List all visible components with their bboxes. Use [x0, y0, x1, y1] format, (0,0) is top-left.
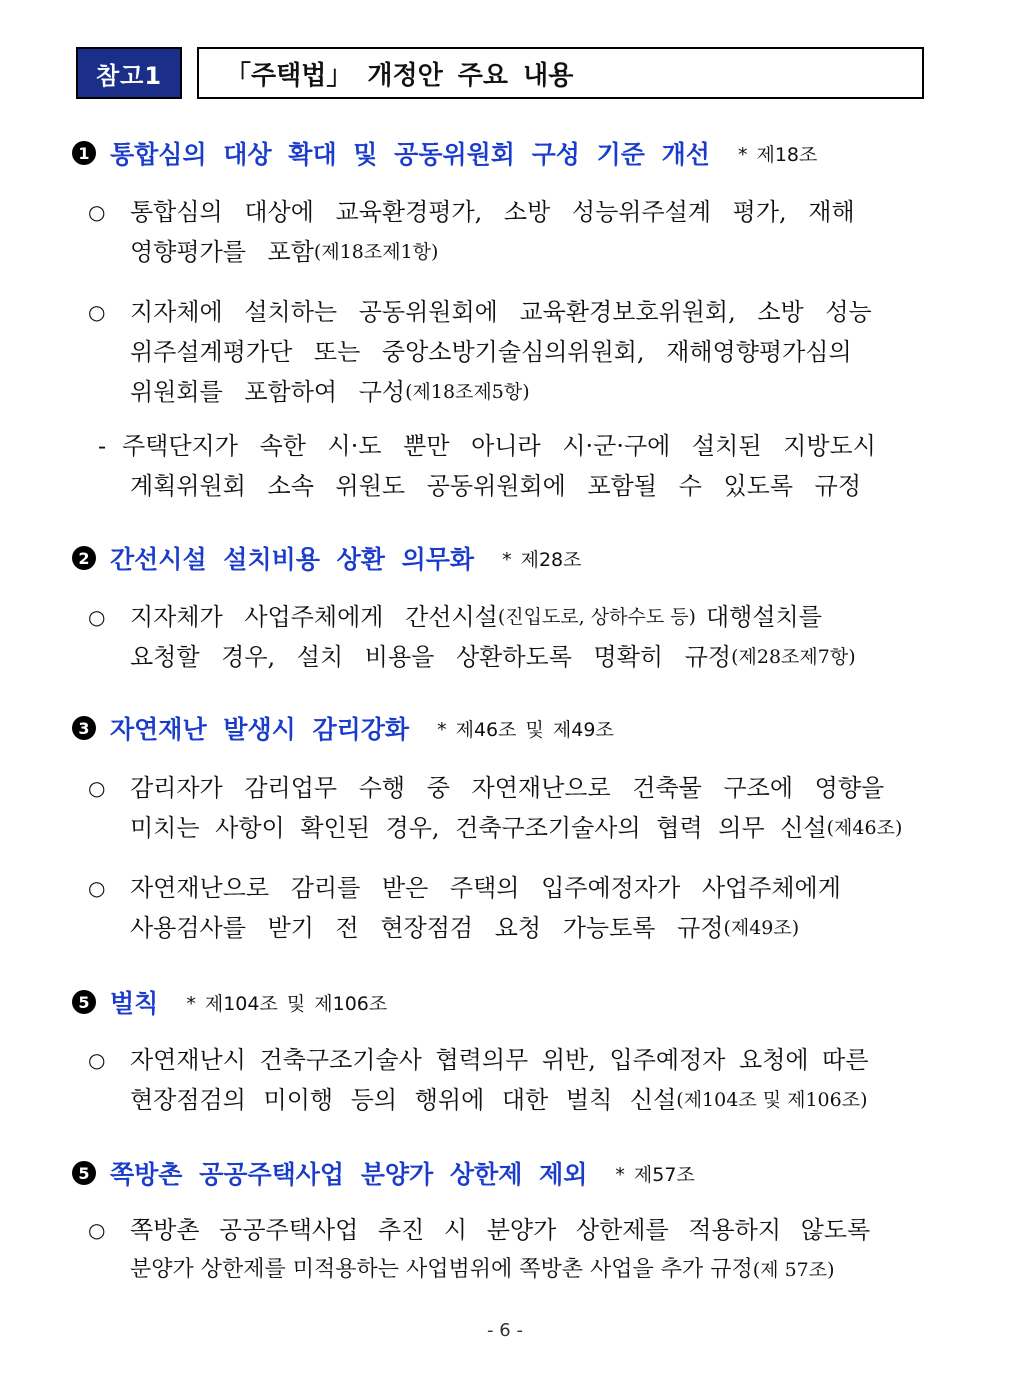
section-article-ref: * 제57조 [615, 1163, 695, 1186]
item-text: 자연재난시 건축구조기술사 협력의무 위반, 입주예정자 요청에 따른 [130, 1046, 869, 1074]
bullet-icon: ○ [88, 776, 106, 800]
item-text: 자연재난으로 감리를 받은 주택의 입주예정자가 사업주체에게 [130, 874, 841, 902]
section-title: 벌칙 [110, 989, 159, 1018]
section-title: 쪽방촌 공공주택사업 분양가 상한제 제외 [110, 1160, 588, 1189]
item-text: 영향평가를 포함 [130, 238, 314, 266]
page-number: - 6 - [487, 1320, 523, 1341]
list-item [88, 768, 928, 848]
article-ref: (제46조) [826, 817, 903, 839]
list-item [88, 597, 928, 677]
dash-marker: - [98, 432, 107, 460]
list-item [88, 192, 928, 272]
item-text: 감리자가 감리업무 수행 중 자연재난으로 건축물 구조에 영향을 [130, 774, 885, 802]
section-1-heading [72, 135, 817, 171]
article-ref: (제28조제7항) [731, 646, 856, 668]
bullet-icon: ○ [88, 1218, 106, 1242]
list-item [88, 1210, 928, 1290]
bullet-icon: ○ [88, 605, 106, 629]
item-text: 쪽방촌 공공주택사업 추진 시 분양가 상한제를 적용하지 않도록 [130, 1216, 871, 1244]
section-number-badge: 1 [72, 141, 96, 165]
item-text: 지자체가 사업주체에게 간선시설 [130, 603, 498, 631]
bullet-icon: ○ [88, 1048, 106, 1072]
list-item [88, 868, 928, 948]
item-text: 위원회를 포함하여 구성 [130, 378, 406, 406]
article-ref: (제18조제1항) [313, 241, 439, 263]
article-ref: (제 57조) [752, 1259, 835, 1281]
reference-tag: 참고1 [76, 47, 182, 99]
item-text: 분양가 상한제를 미적용하는 사업범위에 쪽방촌 사업을 추가 규정 [130, 1257, 753, 1282]
section-title: 간선시설 설치비용 상환 의무화 [110, 545, 475, 574]
section-article-ref: * 제28조 [502, 548, 582, 571]
item-text: 미치는 사항이 확인된 경우, 건축구조기술사의 협력 의무 신설 [130, 814, 827, 842]
section-article-ref: * 제104조 및 제106조 [186, 992, 388, 1015]
section-number-badge: 3 [72, 716, 96, 740]
section-2-heading [72, 540, 582, 576]
section-number-badge: 2 [72, 546, 96, 570]
item-text: 사용검사를 받기 전 현장점검 요청 가능토록 규정 [130, 914, 724, 942]
page-header [76, 47, 924, 99]
sub-list-item [88, 426, 928, 506]
list-item [88, 1040, 928, 1120]
bullet-icon: ○ [88, 200, 106, 224]
bullet-icon: ○ [88, 300, 106, 324]
article-ref: (제49조) [723, 917, 800, 939]
section-3-heading [72, 710, 614, 746]
section-number-badge: 5 [72, 1161, 96, 1185]
article-ref: (제18조제5항) [405, 381, 530, 403]
item-text: 요청할 경우, 설치 비용을 상환하도록 명확히 규정 [130, 643, 732, 671]
document-title: 「주택법」 개정안 주요 내용 [197, 47, 924, 99]
section-article-ref: * 제46조 및 제49조 [437, 718, 614, 741]
section-5-heading [72, 1155, 695, 1191]
item-text: 현장점검의 미이행 등의 행위에 대한 벌칙 신설 [130, 1086, 677, 1114]
section-article-ref: * 제18조 [737, 143, 818, 166]
list-item [88, 292, 928, 412]
item-text: 주택단지가 속한 시·도 뿐만 아니라 시·군·구에 설치된 지방도시 [122, 432, 876, 460]
item-text: 위주설계평가단 또는 중앙소방기술심의위원회, 재해영향평가심의 [130, 338, 852, 366]
article-ref: (제104조 및 제106조) [676, 1089, 868, 1111]
bullet-icon: ○ [88, 876, 106, 900]
section-title: 자연재난 발생시 감리강화 [110, 715, 410, 744]
item-text: 대행설치를 [705, 603, 822, 631]
item-text: 통합심의 대상에 교육환경평가, 소방 성능위주설계 평가, 재해 [130, 198, 855, 226]
item-text-paren: (진입도로, 상하수도 등) [497, 606, 696, 628]
item-text: 계획위원회 소속 위원도 공동위원회에 포함될 수 있도록 규정 [130, 472, 862, 500]
item-text: 지자체에 설치하는 공동위원회에 교육환경보호위원회, 소방 성능 [130, 298, 872, 326]
section-4-heading [72, 984, 387, 1020]
section-number-badge: 5 [72, 990, 96, 1014]
section-title: 통합심의 대상 확대 및 공동위원회 구성 기준 개선 [110, 140, 710, 169]
